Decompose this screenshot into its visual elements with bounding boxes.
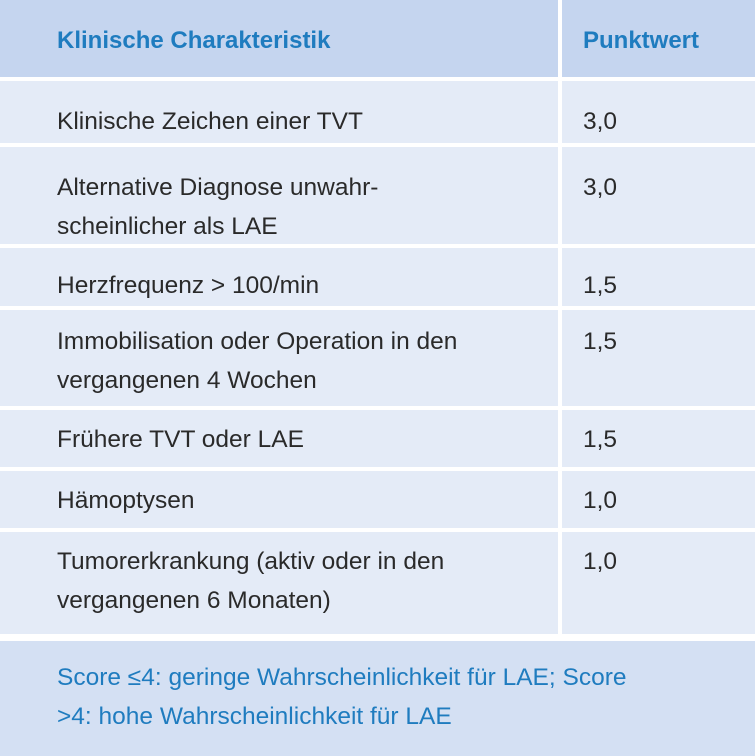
table-row	[0, 532, 755, 634]
score-cell	[562, 410, 755, 467]
table-header-row	[0, 0, 755, 77]
characteristic-cell	[0, 81, 558, 143]
score-text: 1,5	[583, 426, 618, 453]
column-header-characteristic: Klinische Charakteristik	[57, 27, 331, 54]
header-cell-score	[562, 0, 755, 77]
column-header-score: Punktwert	[583, 27, 700, 54]
characteristic-cell	[0, 532, 558, 634]
score-cell	[562, 471, 755, 528]
score-text: 1,5	[583, 272, 618, 299]
table-row	[0, 248, 755, 306]
score-text: 3,0	[583, 108, 618, 135]
table-row	[0, 310, 755, 406]
characteristic-cell	[0, 147, 558, 244]
characteristic-cell	[0, 310, 558, 406]
score-text: 1,5	[583, 328, 618, 355]
table-row	[0, 81, 755, 143]
table-row	[0, 147, 755, 244]
header-cell-characteristic	[0, 0, 558, 77]
score-text: 3,0	[583, 174, 618, 201]
characteristic-text: Frühere TVT oder LAE	[57, 426, 304, 453]
score-cell	[562, 248, 755, 306]
characteristic-cell	[0, 471, 558, 528]
score-interpretation-note: Score ≤4: geringe Wahrscheinlichkeit für LAE; Score >4: hohe Wahrscheinlichkeit für LAE	[57, 664, 627, 730]
table-row	[0, 471, 755, 528]
characteristic-text: Immobilisation oder Operation in den vergangenen 4 Wochen	[57, 328, 458, 394]
score-cell	[562, 310, 755, 406]
score-text: 1,0	[583, 548, 618, 575]
table-row	[0, 410, 755, 467]
table-footer	[0, 641, 755, 756]
characteristic-cell	[0, 410, 558, 467]
score-text: 1,0	[583, 487, 618, 514]
characteristic-cell	[0, 248, 558, 306]
score-cell	[562, 147, 755, 244]
score-cell	[562, 532, 755, 634]
score-cell	[562, 81, 755, 143]
characteristic-text: Herzfrequenz > 100/min	[57, 272, 320, 299]
characteristic-text: Hämoptysen	[57, 487, 195, 514]
characteristic-text: Klinische Zeichen einer TVT	[57, 108, 363, 135]
characteristic-text: Tumorerkrankung (aktiv oder in den vergangenen 6 Monaten)	[57, 548, 445, 614]
characteristic-text: Alternative Diagnose unwahr- scheinlicher als LAE	[57, 174, 379, 240]
